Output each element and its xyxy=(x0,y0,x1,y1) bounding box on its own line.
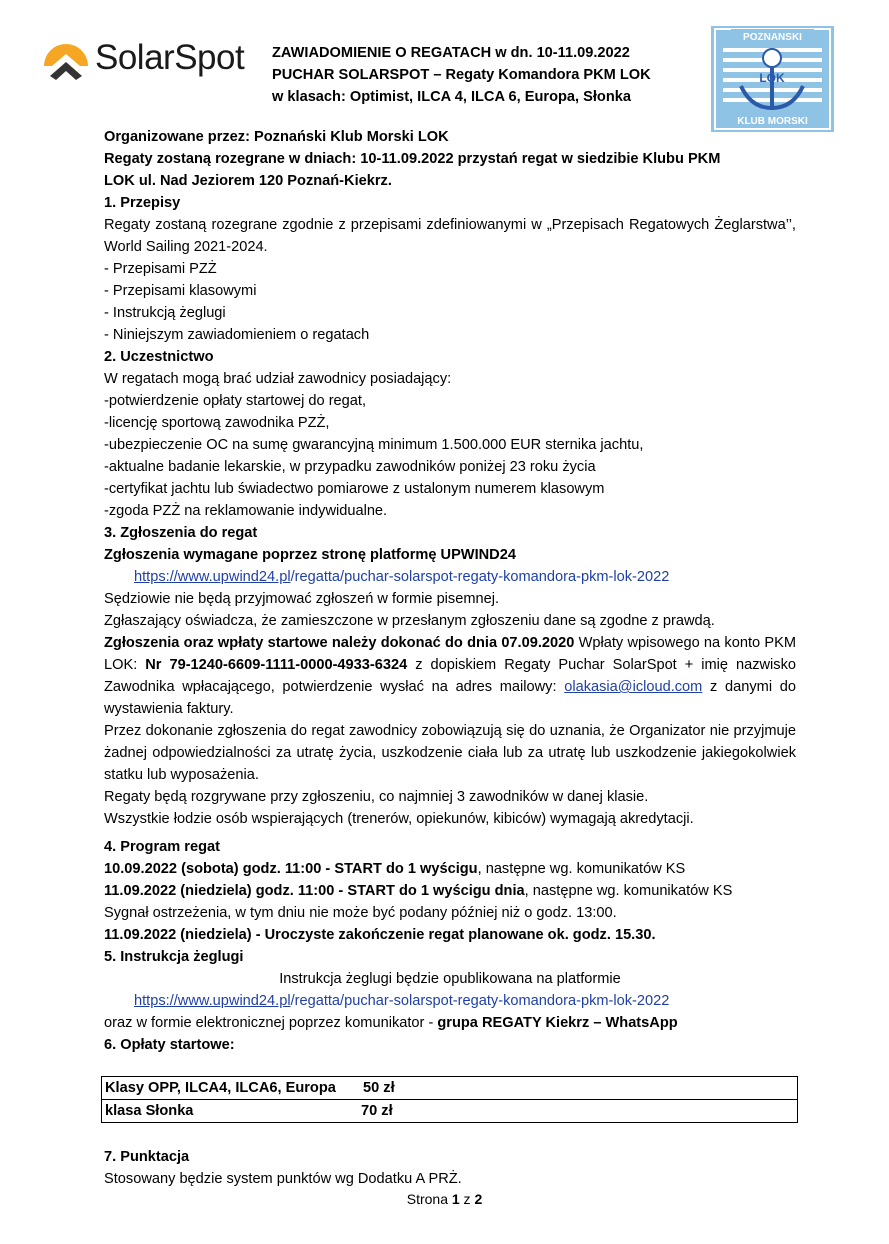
section-1-title: 1. Przepisy xyxy=(104,195,181,211)
schedule-day-2-rest: , następne wg. komunikatów KS xyxy=(524,883,733,899)
instructions-link-base[interactable]: https://www.upwind24.pl xyxy=(134,993,291,1009)
warning-signal-note: Sygnał ostrzeżenia, w tym dniu nie może być podany później niż o godz. 13:00. xyxy=(104,905,617,921)
schedule-day-1-rest: , następne wg. komunikatów KS xyxy=(477,861,686,877)
fee-label: klasa Słonka xyxy=(105,1103,194,1119)
registration-link-path[interactable]: /regatta/puchar-solarspot-regaty-komandora-pkm-lok-2022 xyxy=(290,569,670,585)
bank-account: Nr 79-1240-6609-1111-0000-4933-6324 xyxy=(145,657,408,673)
list-item: - Przepisami PZŻ xyxy=(104,261,217,277)
fee-label: Klasy OPP, ILCA4, ILCA6, Europa xyxy=(105,1080,336,1096)
list-item: -certyfikat jachtu lub świadectwo pomiarowe z ustalonym numerem klasowym xyxy=(104,481,605,497)
instructions-link-line xyxy=(104,990,796,1012)
fee-amount: 50 zł xyxy=(363,1080,395,1096)
schedule-day-2 xyxy=(104,880,796,902)
list-item: - Przepisami klasowymi xyxy=(104,283,257,299)
emblem-center-text: LOK xyxy=(759,71,785,85)
payment-deadline: Zgłoszenia oraz wpłaty startowe należy dokonać do dnia 07.09.2020 xyxy=(104,635,575,651)
fee-amount: 70 zł xyxy=(361,1103,393,1119)
table-row xyxy=(102,1100,798,1123)
section-7-text: Stosowany będzie system punktów wg Dodatku A PRŻ. xyxy=(104,1171,462,1187)
list-item: -potwierdzenie opłaty startowej do regat, xyxy=(104,393,367,409)
section-5-line-3-text: oraz w formie elektronicznej poprzez komunikator - xyxy=(104,1015,438,1031)
registration-link-line xyxy=(104,566,796,588)
email-link[interactable]: olakasia@icloud.com xyxy=(564,679,703,695)
list-item: -ubezpieczenie OC na sumę gwarancyjną minimum 1.500.000 EUR sternika jachtu, xyxy=(104,437,644,453)
organizer-line: Organizowane przez: Poznański Klub Morski LOK xyxy=(104,129,449,145)
closing-ceremony: 11.09.2022 (niedziela) - Uroczyste zakończenie regat planowane ok. godz. 15.30. xyxy=(104,927,656,943)
section-3-p4: Przez dokonanie zgłoszenia do regat zawodnicy zobowiązują się do uznania, że Organizator nie przyjmuje żadnej odpowiedzialności za utratę życia, uszkodzenie ciała lub za utratę lub uszkodzenie jakiegokolwiek statku lub wyposażenia. xyxy=(104,723,796,783)
list-item: - Instrukcją żeglugi xyxy=(104,305,226,321)
page-footer xyxy=(0,1191,889,1207)
section-3-title: 3. Zgłoszenia do regat xyxy=(104,525,258,541)
payment-text-c: z danymi do wystawienia faktury. xyxy=(104,679,796,717)
list-item: -aktualne badanie lekarskie, w przypadku zawodników poniżej 23 roku życia xyxy=(104,459,596,475)
emblem-top-text: POZNANSKI xyxy=(743,32,802,43)
instructions-link-path[interactable]: /regatta/puchar-solarspot-regaty-komandora-pkm-lok-2022 xyxy=(290,993,670,1009)
emblem-bottom-text: KLUB MORSKI xyxy=(737,116,808,127)
dates-line-2: LOK ul. Nad Jeziorem 120 Poznań-Kiekrz. xyxy=(104,173,392,189)
payment-text-b: z dopiskiem Regaty Puchar SolarSpot + imię nazwisko Zawodnika wpłacającego, potwierdzenie wysłać na adres mailowy: xyxy=(104,657,797,695)
anchor-emblem-icon xyxy=(711,26,834,132)
fee-cell xyxy=(102,1100,798,1123)
footer-prefix: Strona xyxy=(406,1191,452,1207)
section-2-title: 2. Uczestnictwo xyxy=(104,349,214,365)
solarspot-sun-icon xyxy=(42,36,90,82)
section-6-title: 6. Opłaty startowe: xyxy=(104,1037,235,1053)
section-3-p5: Regaty będą rozgrywane przy zgłoszeniu, co najmniej 3 zawodników w danej klasie. xyxy=(104,789,649,805)
section-5-line-3 xyxy=(104,1012,796,1034)
section-4-title: 4. Program regat xyxy=(104,839,220,855)
section-3-payment xyxy=(104,632,796,720)
payment-text-a: Wpłaty wpisowego na konto PKM LOK: xyxy=(104,635,796,673)
document-header xyxy=(272,42,692,108)
section-5-line-1: Instrukcja żeglugi będzie opublikowana na platformie xyxy=(279,971,621,987)
schedule-day-1-time: 10.09.2022 (sobota) godz. 11:00 - START do 1 wyścigu xyxy=(104,861,478,877)
section-3-p6: Wszystkie łodzie osób wspierających (trenerów, opiekunów, kibiców) wymagają akredytacji. xyxy=(104,811,694,827)
section-3-p2: Zgłaszający oświadcza, że zamieszczone w przesłanym zgłoszeniu dane są zgodne z prawdą. xyxy=(104,613,715,629)
club-emblem xyxy=(711,26,834,132)
list-item: - Niniejszym zawiadomieniem o regatach xyxy=(104,327,370,343)
section-3-subtitle: Zgłoszenia wymagane poprzez stronę platformę UPWIND24 xyxy=(104,547,516,563)
solarspot-logo xyxy=(42,36,262,86)
header-line-3: w klasach: Optimist, ILCA 4, ILCA 6, Europa, Słonka xyxy=(272,89,631,105)
section-1-text: Regaty zostaną rozegrane zgodnie z przepisami zdefiniowanymi w „Przepisach Regatowych Żeglarstwa’’, World Sailing 2021-2024. xyxy=(104,217,796,255)
list-item: -licencję sportową zawodnika PZŻ, xyxy=(104,415,330,431)
header-line-1: ZAWIADOMIENIE O REGATACH w dn. 10-11.09.2022 xyxy=(272,45,630,61)
footer-total-pages: 2 xyxy=(474,1191,483,1207)
fee-cell xyxy=(102,1077,798,1100)
fees-table xyxy=(101,1076,798,1123)
header-line-2: PUCHAR SOLARSPOT – Regaty Komandora PKM LOK xyxy=(272,67,651,83)
registration-link-base[interactable]: https://www.upwind24.pl xyxy=(134,569,291,585)
dates-line-1: Regaty zostaną rozegrane w dniach: 10-11.09.2022 przystań regat w siedzibie Klubu PKM xyxy=(104,151,721,167)
table-row xyxy=(102,1077,798,1100)
section-5-title: 5. Instrukcja żeglugi xyxy=(104,949,244,965)
section-3-p1: Sędziowie nie będą przyjmować zgłoszeń w formie pisemnej. xyxy=(104,591,500,607)
schedule-day-1 xyxy=(104,858,796,880)
whatsapp-group: grupa REGATY Kiekrz – WhatsApp xyxy=(437,1015,678,1031)
footer-mid: z xyxy=(459,1191,475,1207)
footer-page-number: 1 xyxy=(451,1191,460,1207)
section-7-title: 7. Punktacja xyxy=(104,1149,190,1165)
section-2-text: W regatach mogą brać udział zawodnicy posiadający: xyxy=(104,371,452,387)
schedule-day-2-time: 11.09.2022 (niedziela) godz. 11:00 - START do 1 wyścigu dnia xyxy=(104,883,525,899)
document-body xyxy=(104,126,796,1190)
logo-text: SolarSpot xyxy=(95,38,245,77)
list-item: -zgoda PZŻ na reklamowanie indywidualne. xyxy=(104,503,388,519)
